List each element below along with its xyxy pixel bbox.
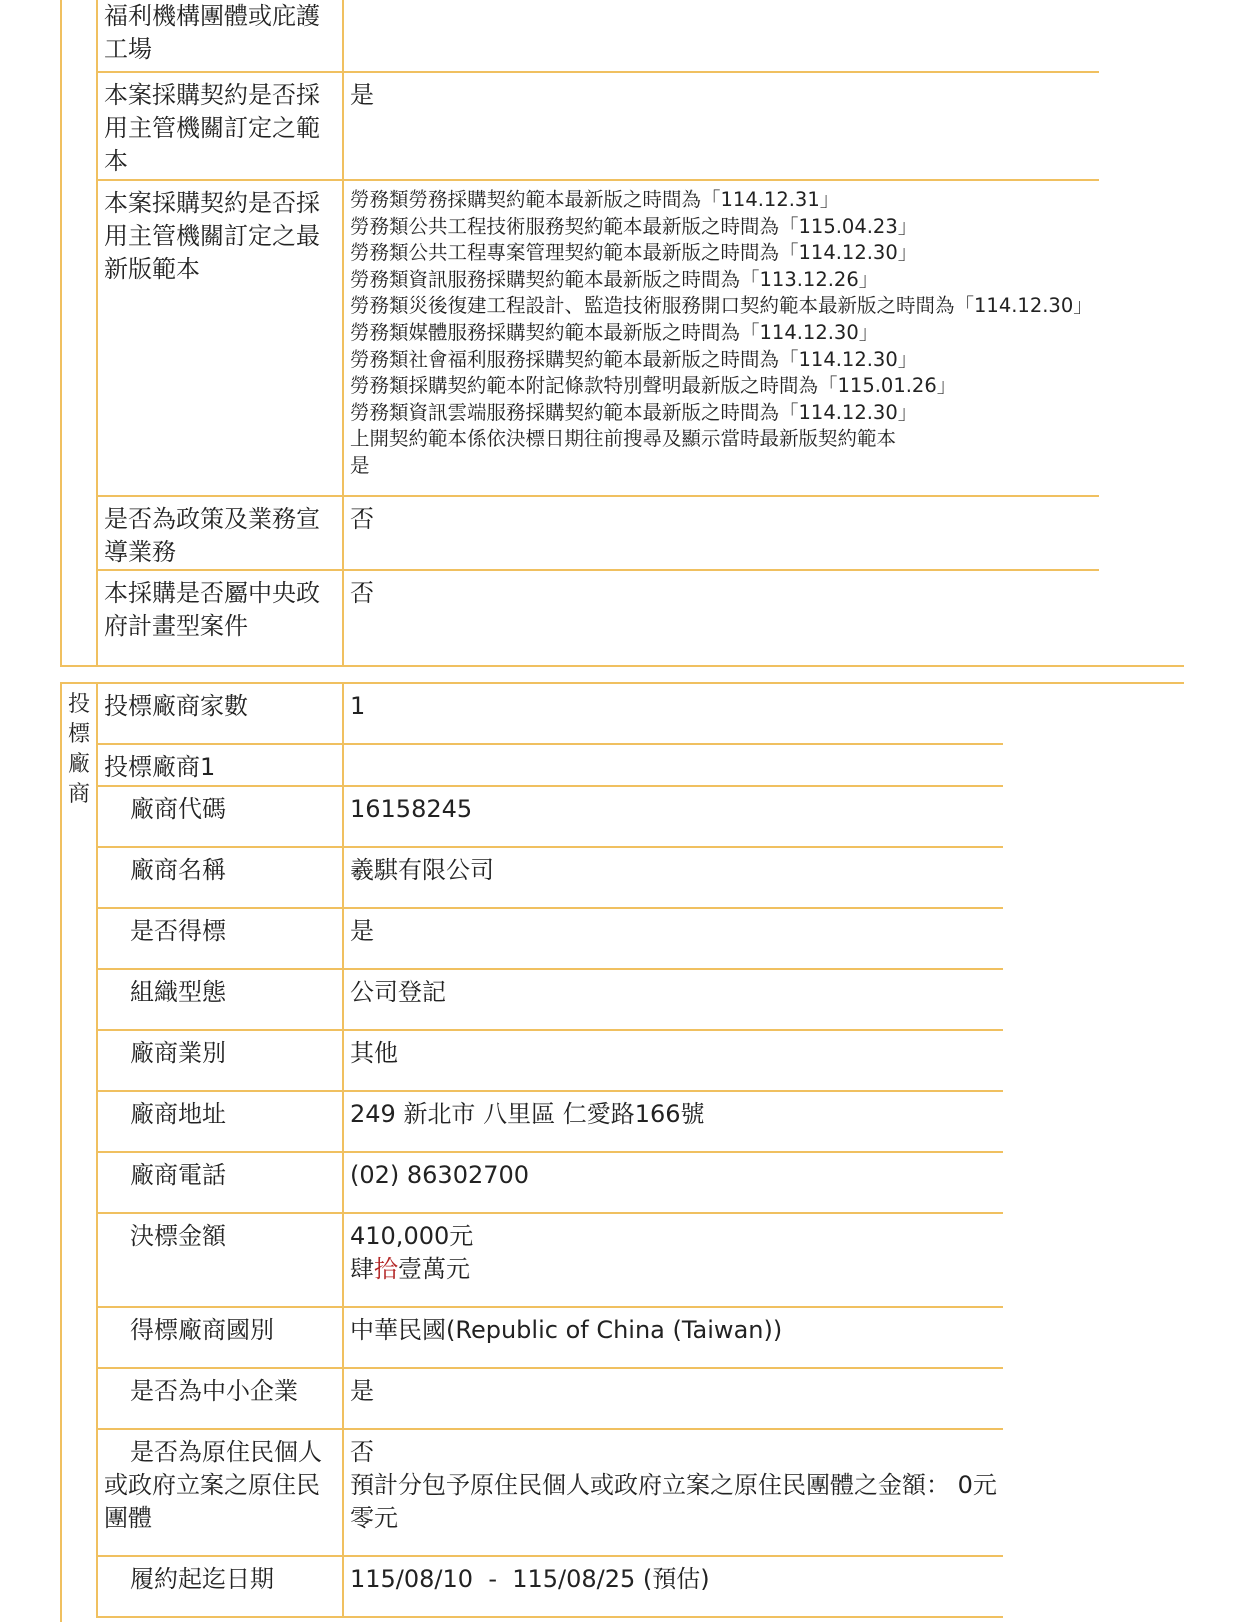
vendor-name: 羲騏有限公司 <box>343 847 1003 908</box>
heading-char: 投 <box>67 692 90 717</box>
table-row <box>97 496 1099 570</box>
address: 249 新北市 八里區 仁愛路166號 <box>343 1091 1003 1152</box>
table-row <box>97 969 1003 1030</box>
phone-label: 廠商電話 <box>97 1152 343 1213</box>
row-value: 是 <box>343 72 1099 180</box>
sme-value: 是 <box>343 1368 1003 1429</box>
table-row <box>97 847 1003 908</box>
table-row <box>97 570 1099 665</box>
table-row <box>97 1091 1003 1152</box>
table-row <box>97 180 1099 496</box>
procurement-info-section <box>60 0 1184 667</box>
awarded-value: 是 <box>343 908 1003 969</box>
address-label: 廠商地址 <box>97 1091 343 1152</box>
template-version-line: 勞務類災後復建工程設計、監造技術服務開口契約範本最新版之時間為「114.12.30」 <box>350 294 1093 318</box>
table-row <box>97 1213 1003 1307</box>
award-amount-cell <box>343 1213 1003 1307</box>
row-value: 否 <box>343 570 1099 665</box>
vendor-code: 16158245 <box>343 786 1003 847</box>
amount-word: 肆 <box>350 1255 374 1283</box>
table-row <box>97 1368 1003 1429</box>
table-row <box>97 744 1003 786</box>
row-label: 本案採購契約是否採用主管機關訂定之範本 <box>97 72 343 180</box>
subcontract-note: 預計分包予原住民個人或政府立案之原住民團體之金額： 0元 <box>350 1471 997 1499</box>
table-row <box>97 1152 1003 1213</box>
vendor-name-label: 廠商名稱 <box>97 847 343 908</box>
template-version-line: 勞務類勞務採購契約範本最新版之時間為「114.12.31」 <box>350 188 840 211</box>
vendor-code-label: 廠商代碼 <box>97 786 343 847</box>
bidder-count-label: 投標廠商家數 <box>97 684 343 744</box>
row-value: 是 <box>350 453 370 477</box>
bidder-section <box>60 682 1184 1622</box>
bidder-count: 1 <box>343 684 1003 744</box>
table-row <box>97 1429 1003 1556</box>
heading-char: 廠 <box>67 752 90 777</box>
row-label: 是否為政策及業務宣導業務 <box>97 496 343 570</box>
amount-word-highlight: 拾 <box>374 1255 398 1283</box>
table-row <box>97 1030 1003 1091</box>
row-value: 否 <box>343 496 1099 570</box>
table-row <box>97 786 1003 847</box>
row-label: 福利機構團體或庇護工場 <box>97 0 343 72</box>
template-version-line: 勞務類公共工程專案管理契約範本最新版之時間為「114.12.30」 <box>350 241 918 265</box>
indigenous-value: 否 <box>350 1438 374 1466</box>
indigenous-cell <box>343 1429 1003 1556</box>
heading-char: 商 <box>67 782 90 807</box>
bidder-section-heading <box>62 684 96 1622</box>
bidder-table <box>96 684 1003 1618</box>
award-amount-label: 決標金額 <box>97 1213 343 1307</box>
org-type-label: 組織型態 <box>97 969 343 1030</box>
heading-char: 標 <box>67 722 90 747</box>
award-amount: 410,000元 <box>350 1222 474 1250</box>
performance-period: 115/08/10 - 115/08/25 (預估) <box>343 1556 1003 1617</box>
sme-label: 是否為中小企業 <box>97 1368 343 1429</box>
template-version-line: 勞務類採購契約範本附記條款特別聲明最新版之時間為「115.01.26」 <box>350 374 957 398</box>
template-version-line: 勞務類資訊服務採購契約範本最新版之時間為「113.12.26」 <box>350 267 879 291</box>
row-value <box>343 0 1099 72</box>
table-row <box>97 1307 1003 1368</box>
template-version-line: 勞務類資訊雲端服務採購契約範本最新版之時間為「114.12.30」 <box>350 400 918 424</box>
template-version-line: 勞務類社會福利服務採購契約範本最新版之時間為「114.12.30」 <box>350 347 918 371</box>
template-version-line: 勞務類公共工程技術服務契約範本最新版之時間為「115.04.23」 <box>350 214 918 238</box>
country: 中華民國(Republic of China (Taiwan)) <box>343 1307 1003 1368</box>
row-label: 本案採購契約是否採用主管機關訂定之最新版範本 <box>97 180 343 496</box>
amount-word: 壹萬元 <box>398 1255 470 1283</box>
industry: 其他 <box>343 1030 1003 1091</box>
industry-label: 廠商業別 <box>97 1030 343 1091</box>
subcontract-words: 零元 <box>350 1504 398 1532</box>
row-label: 本採購是否屬中央政府計畫型案件 <box>97 570 343 665</box>
phone: (02) 86302700 <box>343 1152 1003 1213</box>
table-row <box>97 908 1003 969</box>
template-note: 上開契約範本係依決標日期往前搜尋及顯示當時最新版契約範本 <box>350 427 897 451</box>
table-row <box>97 1556 1003 1617</box>
bidder-heading: 投標廠商1 <box>97 744 343 786</box>
award-amount-words <box>350 1253 997 1286</box>
template-version-line: 勞務類媒體服務採購契約範本最新版之時間為「114.12.30」 <box>350 320 879 344</box>
table-row <box>97 0 1099 72</box>
org-type: 公司登記 <box>343 969 1003 1030</box>
period-label: 履約起迄日期 <box>97 1556 343 1617</box>
awarded-label: 是否得標 <box>97 908 343 969</box>
table-row <box>97 684 1003 744</box>
contract-template-versions <box>343 180 1099 496</box>
indigenous-label: 是否為原住民個人或政府立案之原住民團體 <box>97 1429 343 1556</box>
procurement-info-table <box>96 0 1099 665</box>
table-row <box>97 72 1099 180</box>
country-label: 得標廠商國別 <box>97 1307 343 1368</box>
